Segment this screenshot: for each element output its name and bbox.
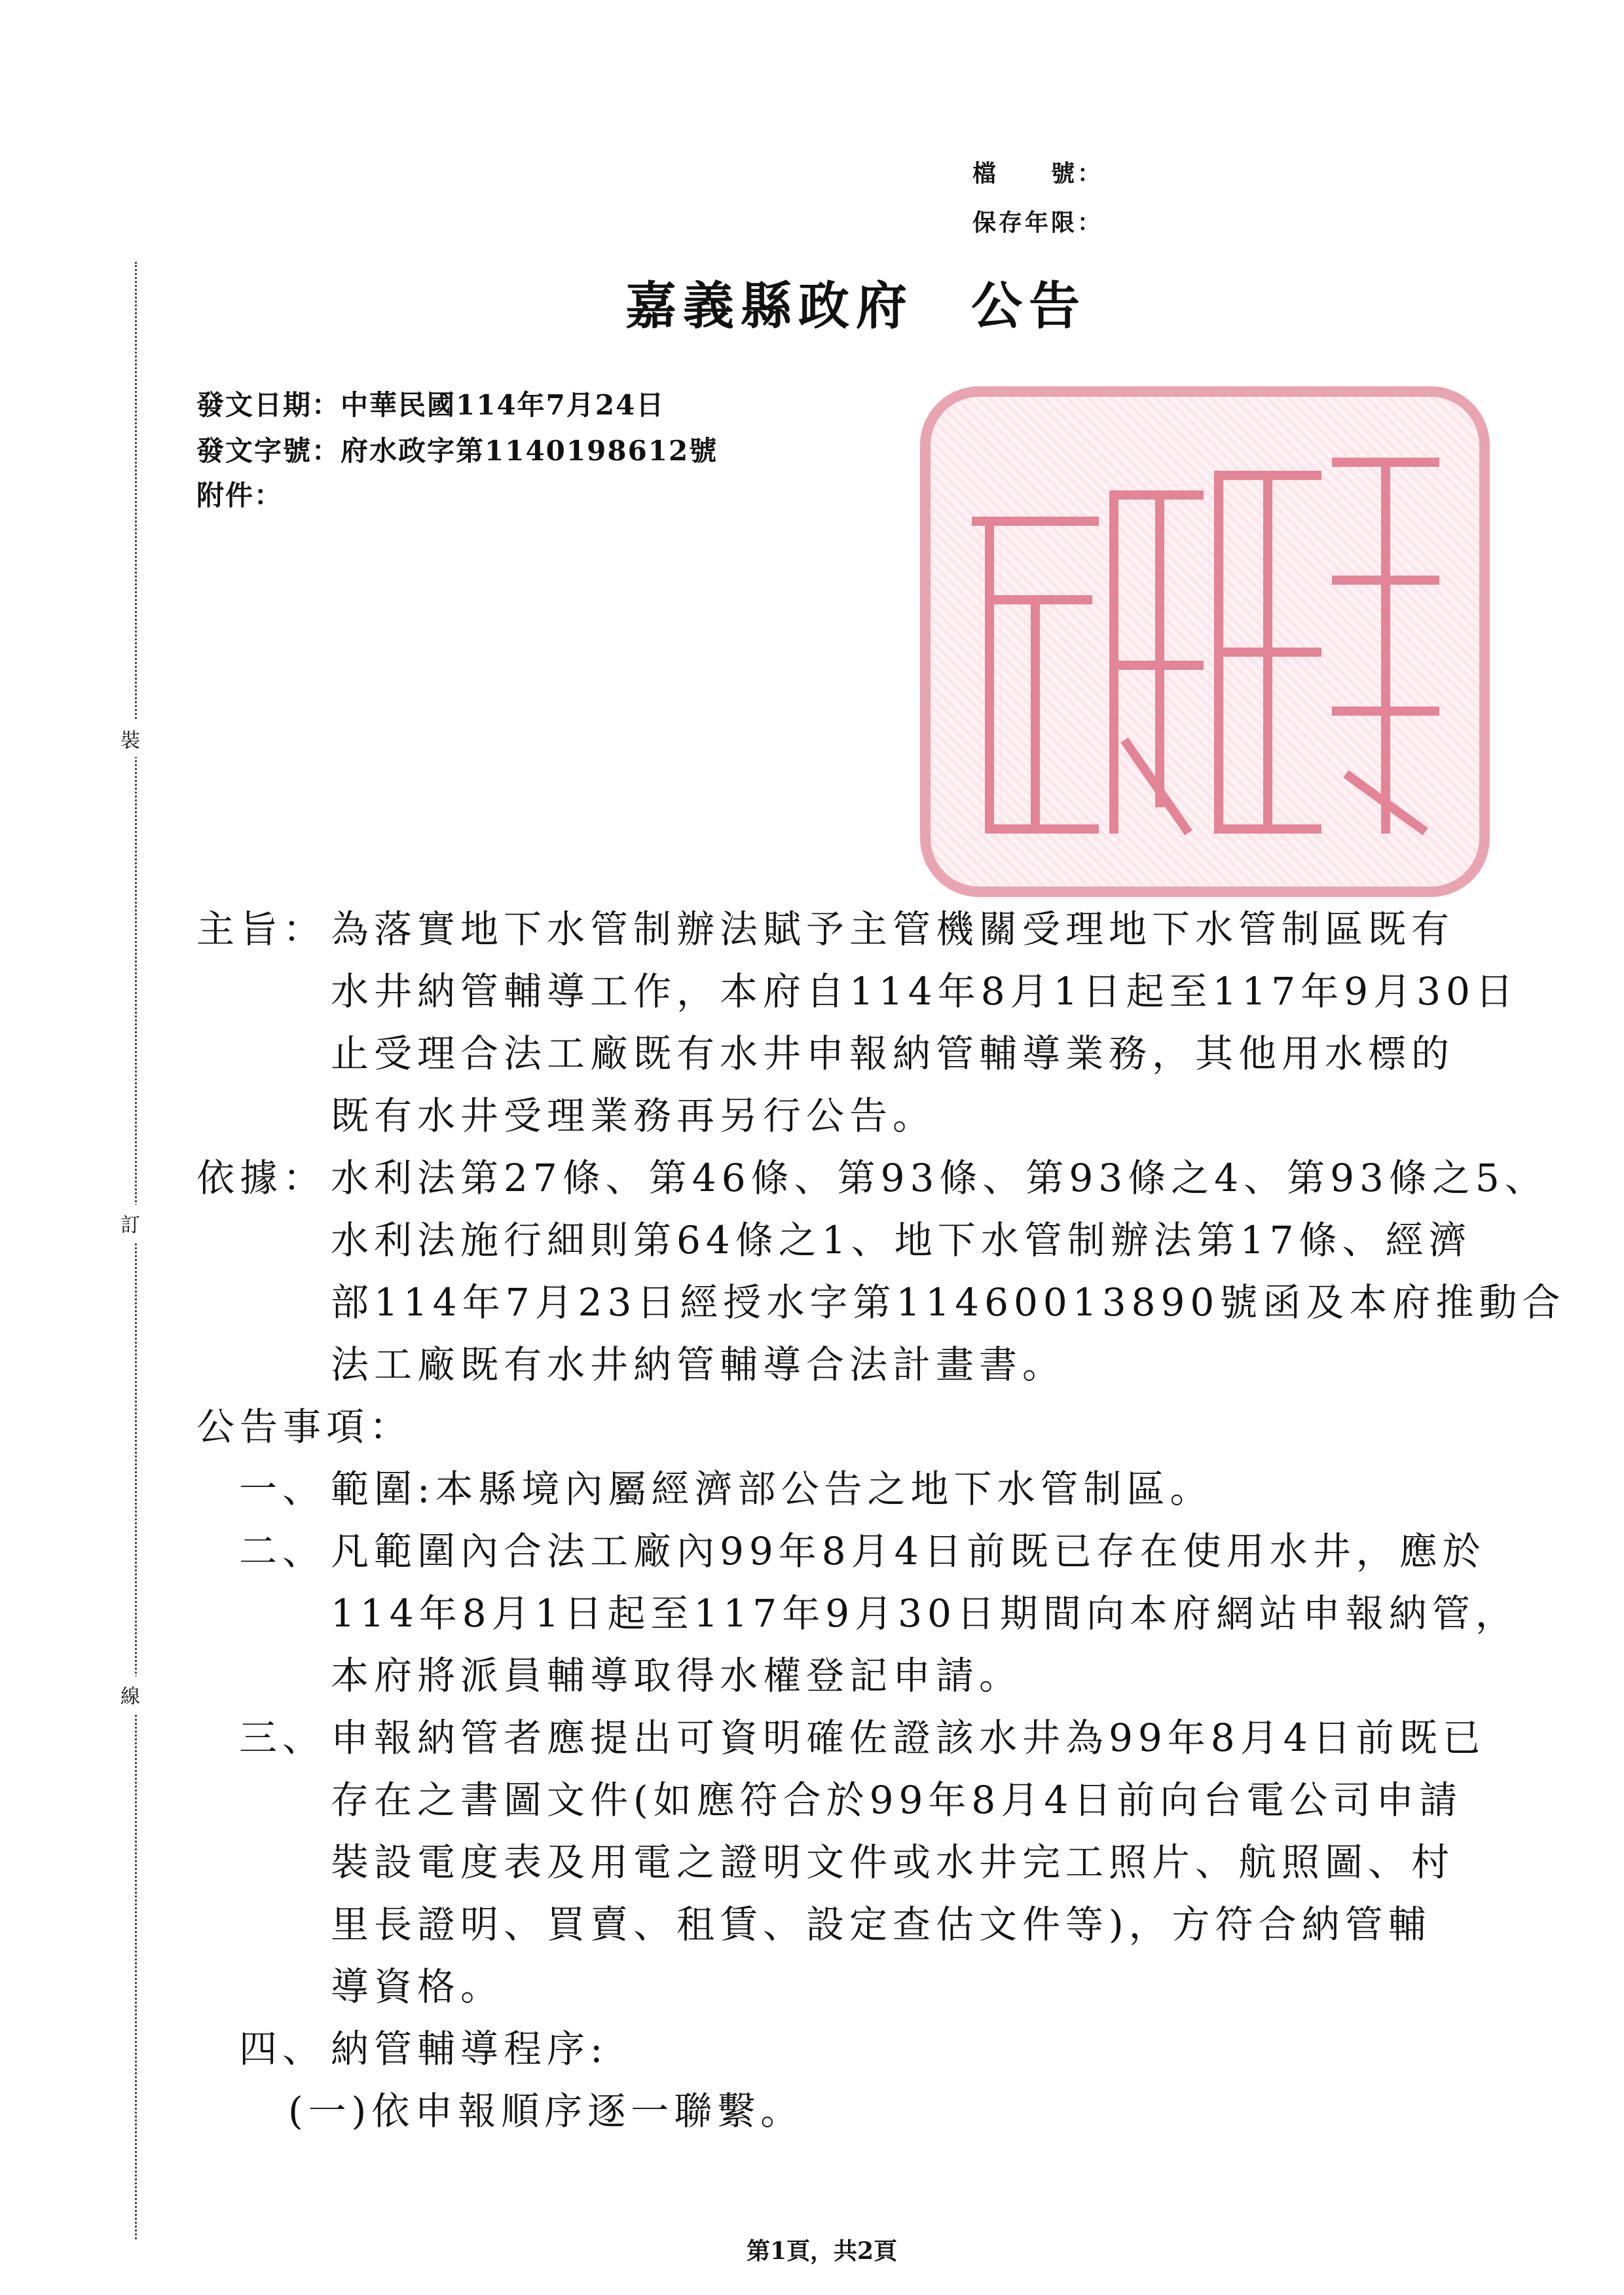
basis-line: 水利法第27條、第46條、第93條、第93條之4、第93條之5、 [331, 1156, 1548, 1200]
subject-line: 水井納管輔導工作，本府自114年8月1日起至117年9月30日 [331, 969, 1519, 1014]
retention-period-label: 保存年限： [972, 209, 1104, 236]
item-line: 範圍:本縣境內屬經濟部公告之地下水管制區。 [331, 1467, 1213, 1511]
items-label: 公告事項： [196, 1405, 413, 1449]
item-number: 一、 [239, 1467, 326, 1511]
item-number: 三、 [239, 1716, 326, 1760]
item-number: 四、 [239, 2027, 326, 2071]
subject-line: 為落實地下水管制辦法賦予主管機關受理地下水管制區既有 [331, 907, 1455, 951]
subject-label: 主旨： [196, 907, 327, 951]
item-number: 二、 [239, 1529, 326, 1573]
item-line: 導資格。 [331, 1964, 504, 2009]
item-line: 裝設電度表及用電之證明文件或水井完工照片、航照圖、村 [331, 1840, 1455, 1884]
item-line: 申報納管者應提出可資明確佐證該水井為99年8月4日前既已 [331, 1716, 1486, 1760]
item-line: 114年8月1日起至117年9月30日期間向本府網站申報納管， [331, 1591, 1519, 1636]
subject-line: 既有水井受理業務再另行公告。 [331, 1093, 936, 1138]
sub-item: (一)依申報順序逐一聯繫。 [288, 2089, 804, 2133]
seal-glyphs [963, 436, 1448, 855]
basis-line: 水利法施行細則第64條之1、地下水管制辦法第17條、經濟 [331, 1218, 1472, 1262]
attachment-label: 附件： [196, 479, 284, 511]
basis-label: 依據： [196, 1156, 327, 1200]
document-number: 發文字號：府水政字第1140198612號 [196, 435, 718, 467]
item-line: 本府將派員輔導取得水權登記申請。 [331, 1653, 1023, 1698]
subject-line: 止受理合法工廠既有水井申報納管輔導業務，其他用水標的 [331, 1031, 1455, 1076]
official-seal [920, 386, 1490, 897]
item-line: 存在之書圖文件(如應符合於99年8月4日前向台電公司申請 [331, 1778, 1463, 1822]
page-footer: 第1頁，共2頁 [747, 2237, 898, 2265]
issue-date: 發文日期：中華民國114年7月24日 [196, 389, 665, 421]
item-line: 納管輔導程序: [331, 2027, 608, 2071]
basis-line: 部114年7月23日經授水字第11460013890號函及本府推動合 [331, 1280, 1566, 1325]
binding-mark-middle: 訂 [120, 1205, 140, 1241]
binding-mark-top: 裝 [120, 720, 140, 757]
binding-line [135, 262, 137, 2239]
item-line: 里長證明、買賣、租賃、設定查估文件等)，方符合納管輔 [331, 1902, 1431, 1947]
binding-mark-bottom: 線 [120, 1676, 140, 1713]
item-line: 凡範圍內合法工廠內99年8月4日前既已存在使用水井，應於 [331, 1529, 1486, 1573]
basis-line: 法工廠既有水井納管輔導合法計畫書。 [331, 1342, 1066, 1387]
file-number-label: 檔 號： [972, 160, 1104, 187]
page-title: 嘉義縣政府 公告 [625, 276, 1087, 336]
